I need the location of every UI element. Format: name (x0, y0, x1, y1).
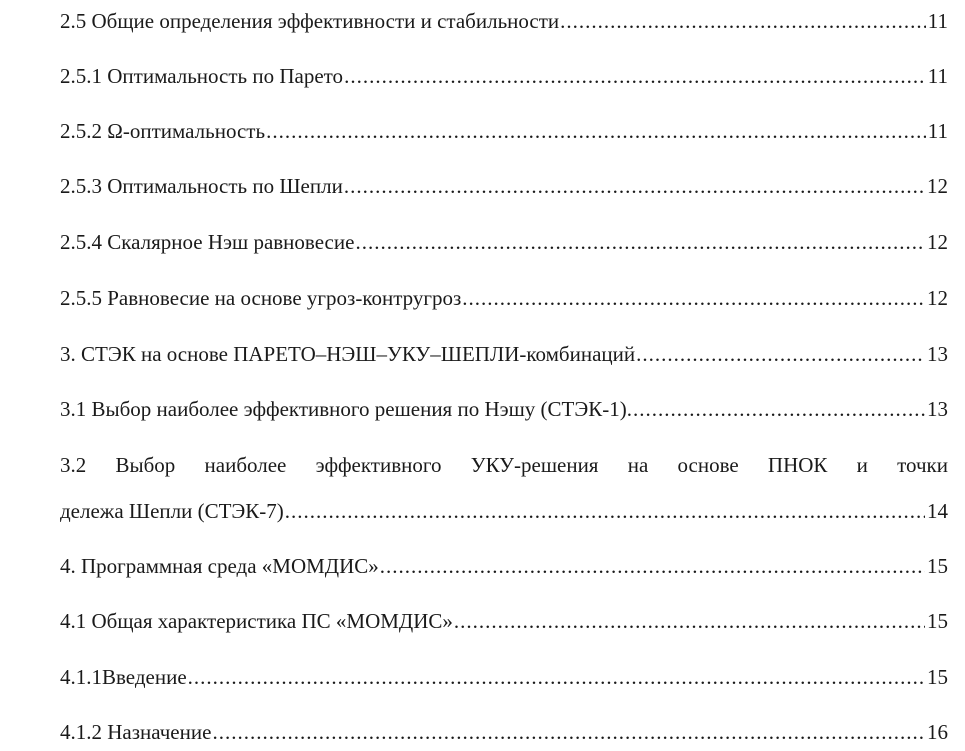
toc-entry[interactable] (60, 117, 948, 145)
toc-entry-title: 4. Программная среда «МОМДИС» (60, 554, 379, 578)
toc-dot-leader (462, 284, 925, 312)
toc-entry-title-line2: дележа Шепли (СТЭК-7) (60, 499, 284, 523)
toc-entry-title-line1[interactable]: 3.2 Выбор наиболее эффективного УКУ-решения на основе ПНОК и точки (60, 453, 948, 477)
toc-entry-title: 3. СТЭК на основе ПАРЕТО–НЭШ–УКУ–ШЕПЛИ-комбинаций (60, 342, 636, 366)
toc-entry-page: 15 (927, 609, 948, 633)
toc-entry[interactable] (60, 497, 948, 525)
toc-dot-leader (344, 62, 926, 90)
toc-entry[interactable] (60, 552, 948, 580)
toc-dot-leader (285, 497, 925, 525)
toc-entry-title: 4.1 Общая характеристика ПС «МОМДИС» (60, 609, 453, 633)
toc-entry-title: 2.5.3 Оптимальность по Шепли (60, 174, 343, 198)
toc-entry-title: 2.5.2 Ω-оптимальность (60, 119, 266, 143)
toc-entry-title: 2.5 Общие определения эффективности и стабильности (60, 9, 560, 33)
toc-dot-leader (560, 7, 926, 35)
toc-entry-page: 15 (927, 665, 948, 689)
toc-entry[interactable] (60, 228, 948, 256)
toc-entry-page: 14 (927, 499, 948, 523)
toc-entry-title: 3.1 Выбор наиболее эффективного решения по Нэшу (СТЭК-1). (60, 397, 632, 421)
toc-entry-page: 11 (927, 64, 948, 88)
toc-entry-page: 13 (927, 397, 948, 421)
toc-dot-leader (266, 117, 926, 145)
toc-entry-page: 11 (927, 9, 948, 33)
toc-entry-title: 2.5.4 Скалярное Нэш равновесие (60, 230, 355, 254)
toc-entry-page: 12 (927, 230, 948, 254)
toc-entry-page: 15 (927, 554, 948, 578)
toc-entry-title: 2.5.5 Равновесие на основе угроз-контругроз (60, 286, 462, 310)
toc-entry-page: 16 (927, 720, 948, 744)
toc-dot-leader (344, 172, 925, 200)
toc-entry[interactable] (60, 62, 948, 90)
toc-entry[interactable] (60, 663, 948, 691)
toc-entry[interactable] (60, 7, 948, 35)
toc-dot-leader (454, 607, 925, 635)
toc-entry[interactable] (60, 284, 948, 312)
toc-entry-title: 4.1.1Введение (60, 665, 187, 689)
toc-dot-leader (380, 552, 925, 580)
toc-entry[interactable] (60, 172, 948, 200)
toc-entry[interactable] (60, 607, 948, 635)
toc-dot-leader (633, 395, 925, 423)
toc-dot-leader (355, 228, 925, 256)
toc-entry-title: 4.1.2 Назначение (60, 720, 212, 744)
toc-entry-page: 13 (927, 342, 948, 366)
toc-entry[interactable] (60, 718, 948, 746)
toc-entry[interactable] (60, 395, 948, 423)
toc-entry-title: 2.5.1 Оптимальность по Парето (60, 64, 344, 88)
toc-dot-leader (188, 663, 925, 691)
toc-dot-leader (636, 340, 925, 368)
toc-entry[interactable] (60, 340, 948, 368)
toc-entry-page: 12 (927, 174, 948, 198)
toc-entry-page: 12 (927, 286, 948, 310)
toc-entry-page: 11 (927, 119, 948, 143)
toc-dot-leader (212, 718, 925, 746)
